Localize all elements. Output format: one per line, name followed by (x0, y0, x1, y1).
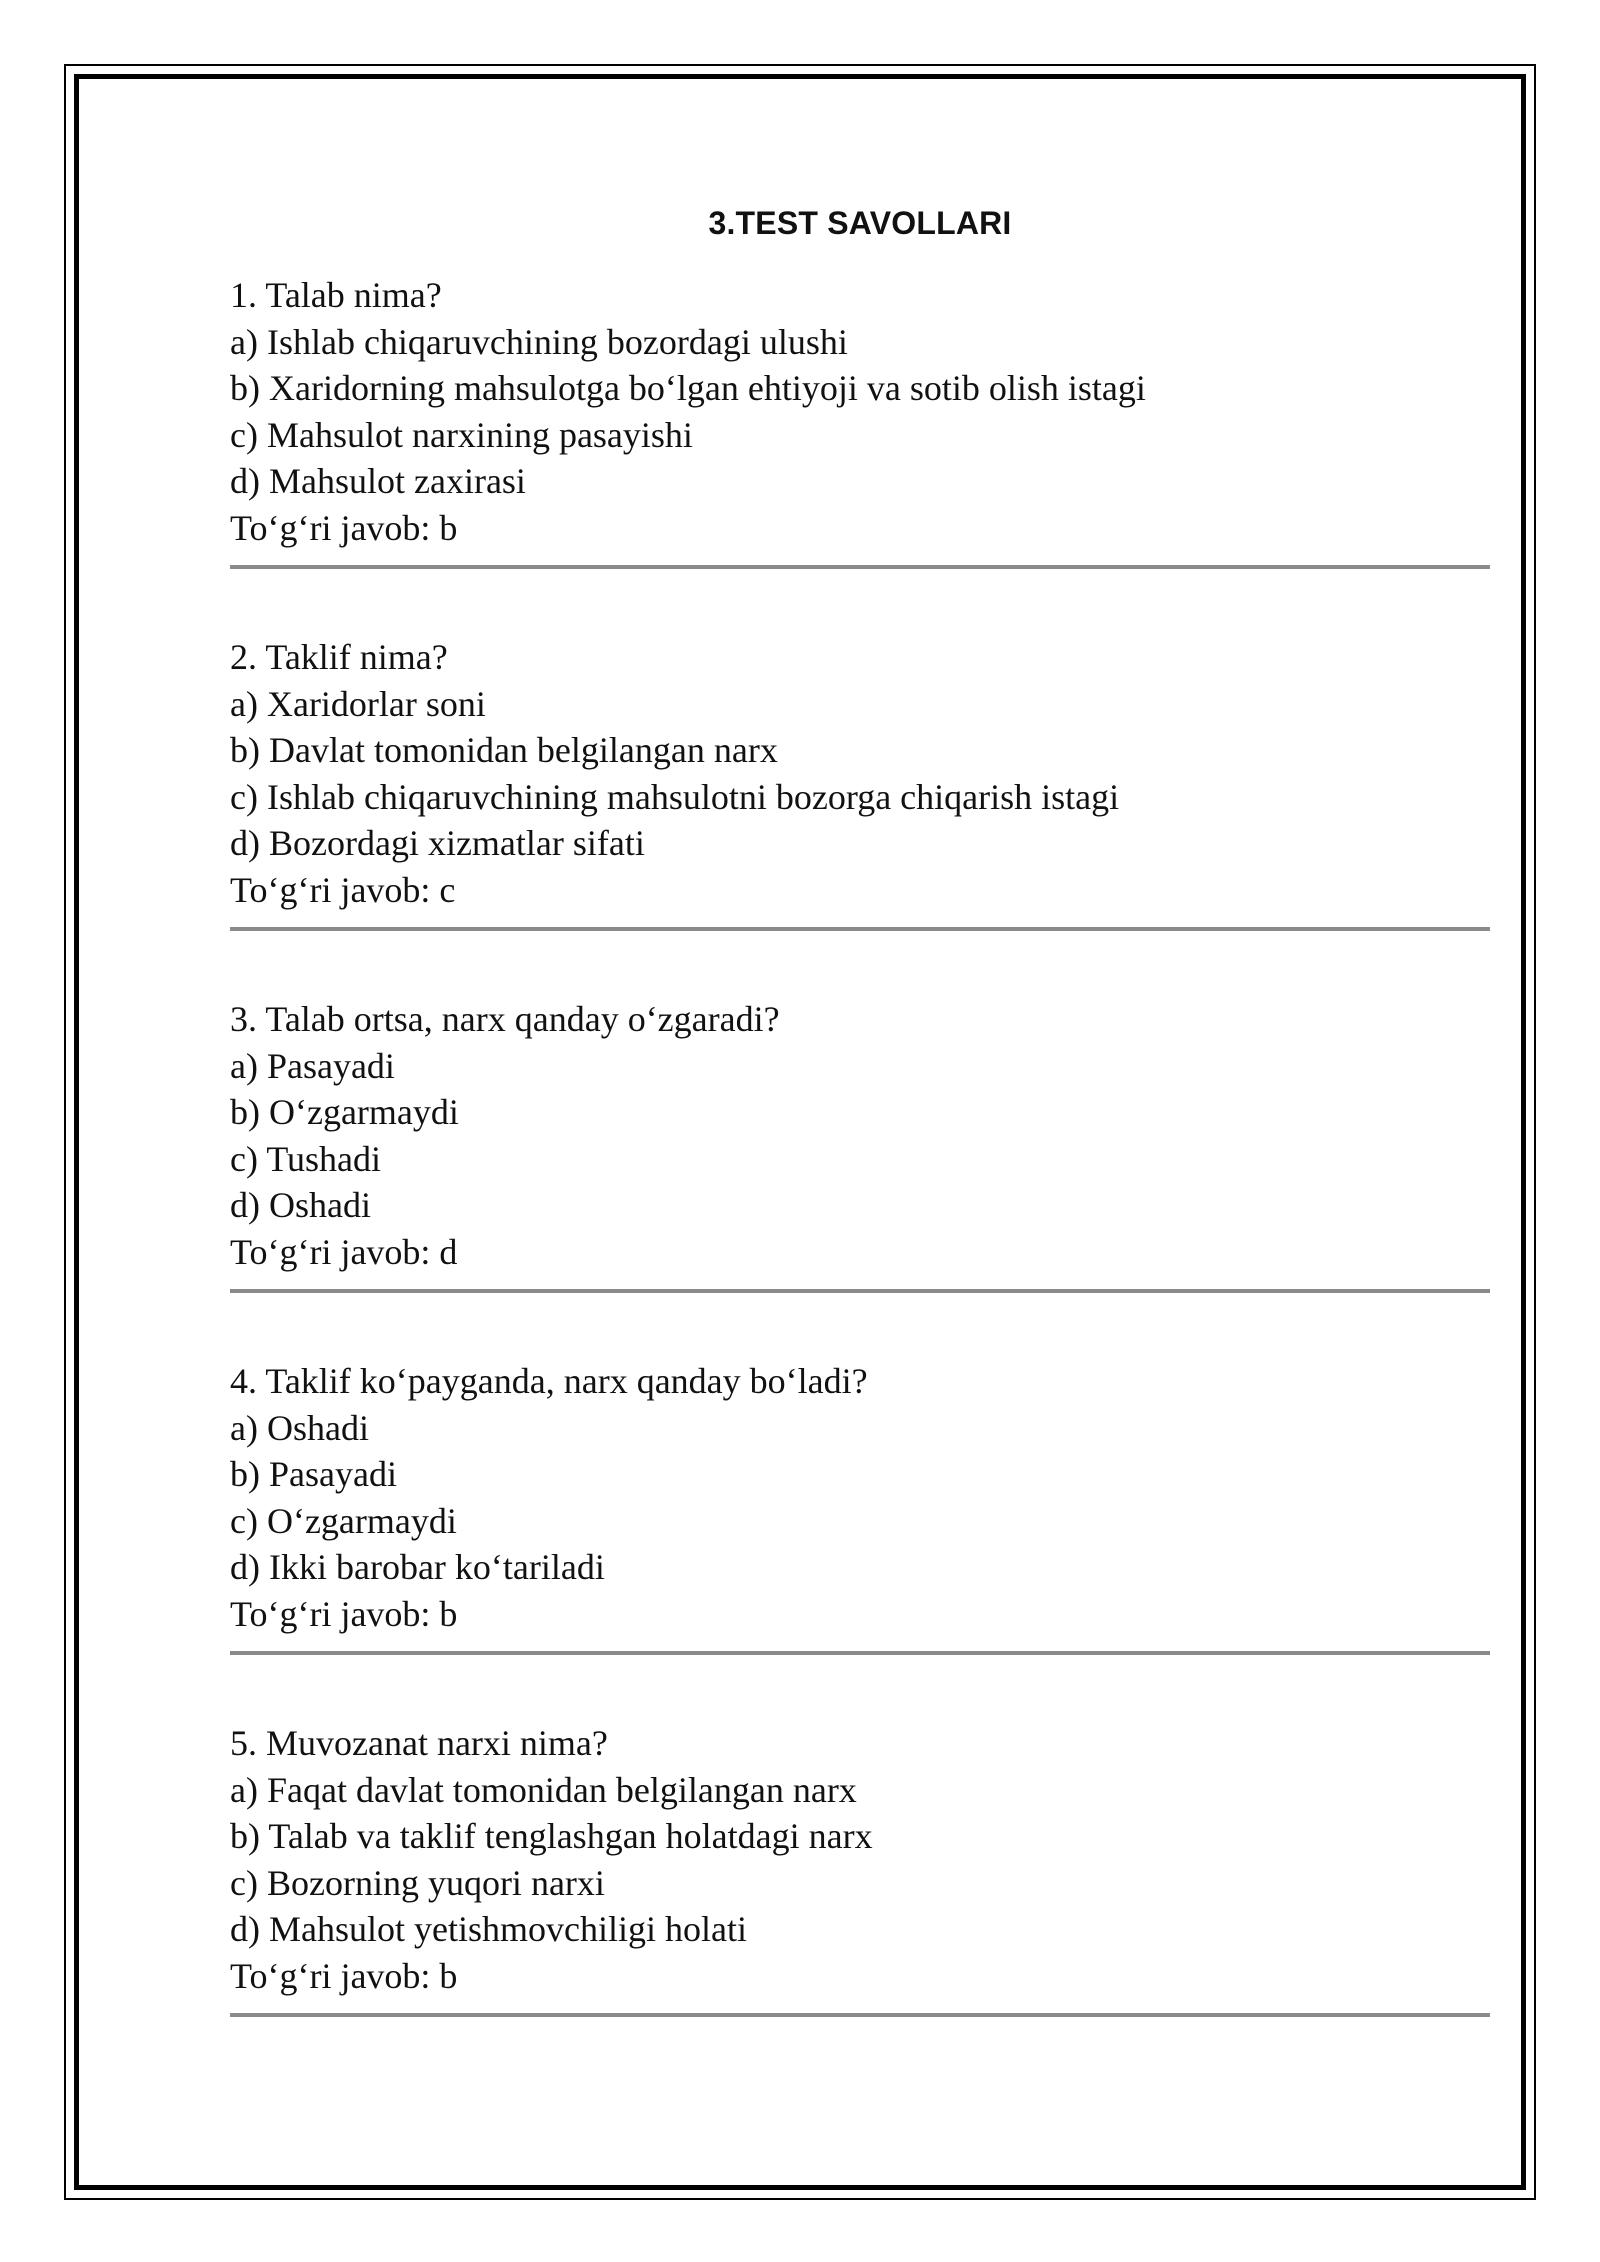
question-text: 3. Talab ortsa, narx qanday o‘zgaradi? (230, 999, 780, 1039)
correct-answer: To‘g‘ri javob: b (230, 1593, 458, 1634)
question-text: 5. Muvozanat narxi nima? (230, 1723, 608, 1763)
question-text: 2. Taklif nima? (230, 637, 448, 677)
option-c: c) Tushadi (230, 1138, 382, 1179)
question-block (230, 272, 1490, 552)
correct-answer: To‘g‘ri javob: c (230, 869, 456, 910)
option-d: d) Mahsulot zaxirasi (230, 461, 526, 502)
question-block (230, 1358, 1490, 1638)
option-b: b) Talab va taklif tenglashgan holatdagi narx (230, 1816, 873, 1857)
option-c: c) Bozorning yuqori narxi (230, 1862, 605, 1903)
option-b: b) Davlat tomonidan belgilangan narx (230, 730, 778, 771)
correct-answer: To‘g‘ri javob: b (230, 507, 458, 548)
option-b: b) O‘zgarmaydi (230, 1092, 459, 1133)
question-block (230, 634, 1490, 914)
question-divider (230, 1651, 1490, 1655)
question-block (230, 996, 1490, 1276)
option-b: b) Xaridorning mahsulotga bo‘lgan ehtiyoji va sotib olish istagi (230, 368, 1146, 409)
option-c: c) Ishlab chiqaruvchining mahsulotni bozorga chiqarish istagi (230, 776, 1120, 817)
option-a: a) Ishlab chiqaruvchining bozordagi ulushi (230, 321, 848, 362)
option-c: c) O‘zgarmaydi (230, 1500, 457, 1541)
option-a: a) Faqat davlat tomonidan belgilangan narx (230, 1769, 857, 1810)
question-divider (230, 565, 1490, 569)
question-divider (230, 1289, 1490, 1293)
option-d: d) Mahsulot yetishmovchiligi holati (230, 1909, 747, 1950)
question-text: 4. Taklif ko‘payganda, narx qanday bo‘ladi? (230, 1361, 868, 1401)
question-text: 1. Talab nima? (230, 275, 442, 315)
option-a: a) Xaridorlar soni (230, 683, 486, 724)
option-b: b) Pasayadi (230, 1454, 397, 1495)
correct-answer: To‘g‘ri javob: d (230, 1231, 458, 1272)
option-a: a) Pasayadi (230, 1045, 395, 1086)
question-divider (230, 927, 1490, 931)
question-divider (230, 2013, 1490, 2017)
question-block (230, 1720, 1490, 2000)
page-title: 3.TEST SAVOLLARI (708, 205, 1012, 241)
option-a: a) Oshadi (230, 1407, 369, 1448)
correct-answer: To‘g‘ri javob: b (230, 1955, 458, 1996)
option-d: d) Ikki barobar ko‘tariladi (230, 1547, 605, 1588)
option-d: d) Oshadi (230, 1185, 371, 1226)
option-c: c) Mahsulot narxining pasayishi (230, 414, 693, 455)
option-d: d) Bozordagi xizmatlar sifati (230, 823, 645, 864)
